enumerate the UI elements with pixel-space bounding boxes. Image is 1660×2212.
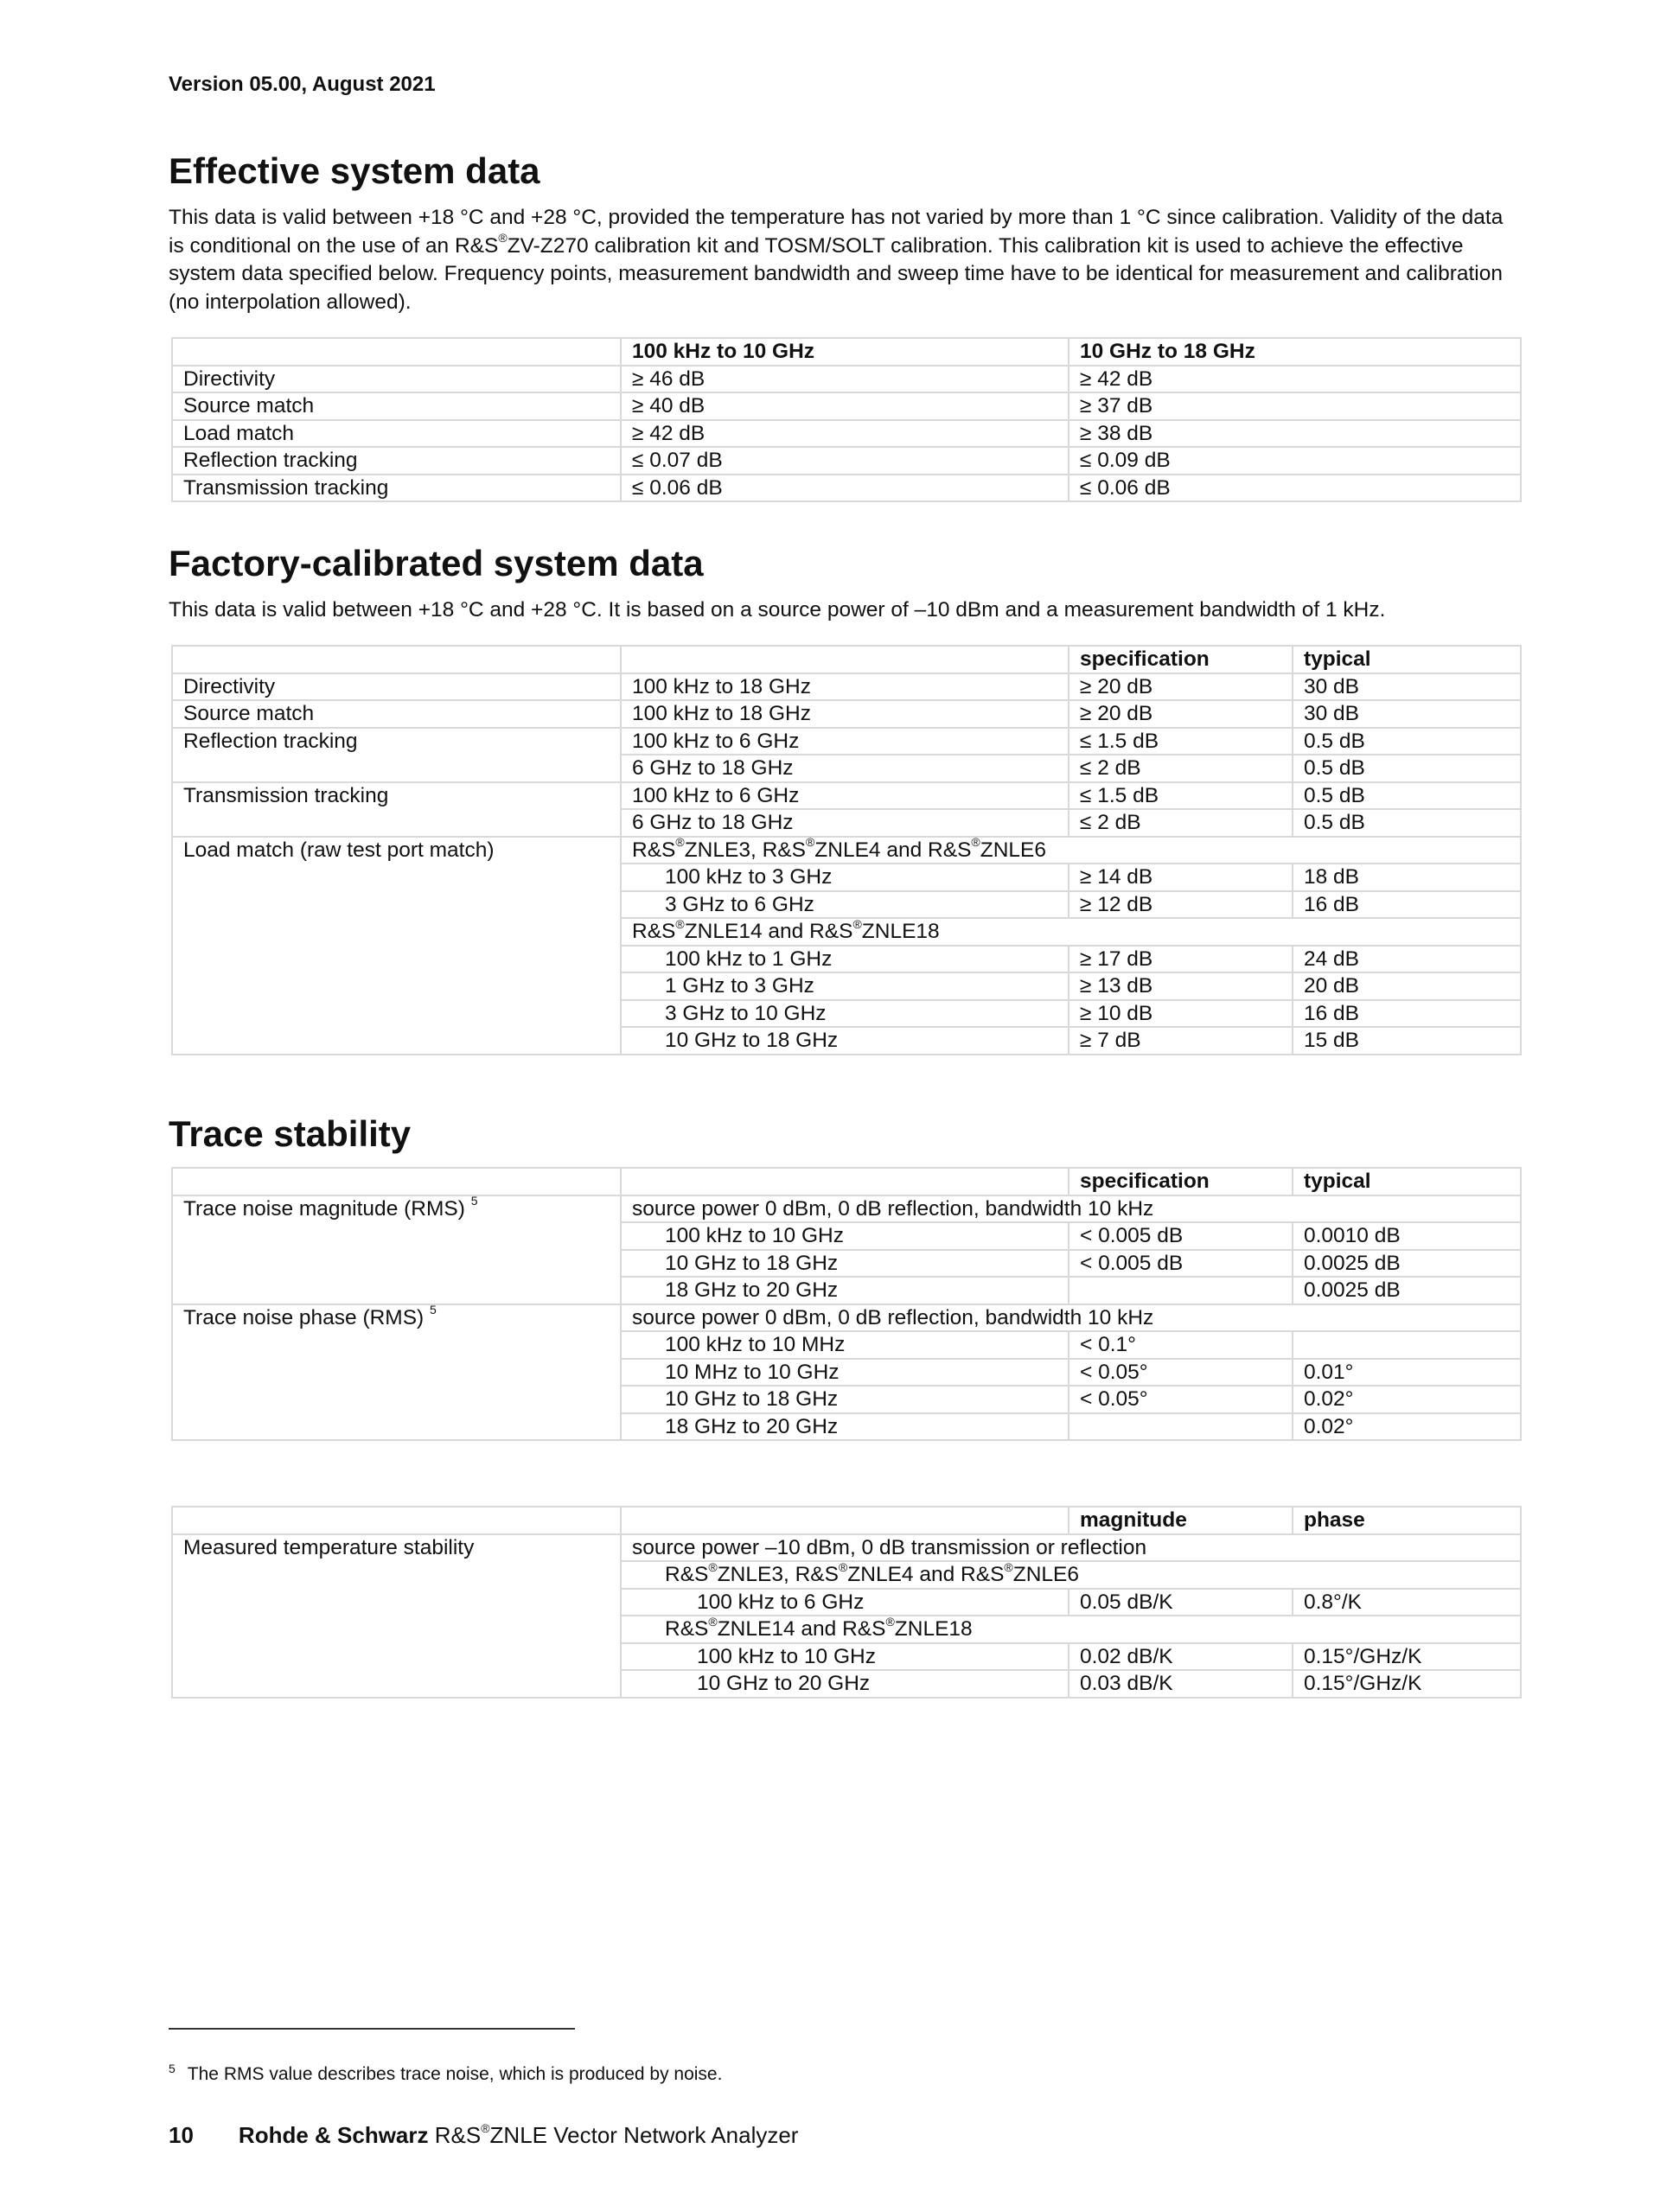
table-row: 18 GHz to 20 GHz 0.02° — [172, 1413, 1521, 1441]
trace-table — [171, 1167, 1522, 1441]
table-row: Trace noise magnitude (RMS) $^5$ source power 0 dBm, 0 dB reflection, bandwidth 10 kHz — [172, 1195, 1521, 1223]
model-group-label: R&S®ZNLE14 and R&S®ZNLE18 — [621, 1616, 1521, 1643]
table-row: Reflection tracking ≤ 0.07 dB ≤ 0.09 dB — [172, 447, 1521, 475]
table-row: 10 GHz to 20 GHz 0.03 dB/K 0.15°/GHz/K — [172, 1670, 1521, 1698]
header-cell: specification — [1069, 646, 1293, 673]
effective-table — [171, 337, 1522, 502]
table-row: 10 GHz to 18 GHz ≥ 7 dB 15 dB — [172, 1027, 1521, 1055]
table-row: 3 GHz to 10 GHz ≥ 10 dB 16 dB — [172, 1000, 1521, 1028]
table-row: Transmission tracking 100 kHz to 6 GHz ≤ 1.5 dB 0.5 dB — [172, 782, 1521, 810]
table-row: 6 GHz to 18 GHz ≤ 2 dB 0.5 dB — [172, 809, 1521, 837]
footnote-ref: 5 — [470, 1194, 478, 1208]
header-cell: phase — [1293, 1507, 1521, 1534]
table-row: 18 GHz to 20 GHz 0.0025 dB — [172, 1277, 1521, 1304]
table-row: 100 kHz to 1 GHz ≥ 17 dB 24 dB — [172, 946, 1521, 973]
table-header-row — [172, 338, 1521, 366]
table-header-row — [172, 646, 1521, 673]
table-row: Transmission tracking ≤ 0.06 dB ≤ 0.06 dB — [172, 475, 1521, 502]
factory-title: Factory-calibrated system data — [169, 543, 704, 583]
header-cell: 100 kHz to 10 GHz — [621, 338, 1069, 366]
effective-title: Effective system data — [169, 150, 540, 191]
table-row: 6 GHz to 18 GHz ≤ 2 dB 0.5 dB — [172, 755, 1521, 782]
table-row: Source match ≥ 40 dB ≥ 37 dB — [172, 392, 1521, 420]
factory-table — [171, 645, 1522, 1055]
footnote-number: 5 — [169, 2062, 176, 2075]
header-cell: magnitude — [1069, 1507, 1293, 1534]
header-cell — [172, 338, 621, 366]
factory-intro: This data is valid between +18 °C and +28 °C. It is based on a source power of –10 dBm and a measurement bandwidth of 1 kHz. — [169, 598, 1386, 622]
model-group-label: R&S®ZNLE14 and R&S®ZNLE18 — [621, 918, 1521, 946]
table-row: 10 GHz to 18 GHz < 0.05° 0.02° — [172, 1386, 1521, 1413]
footnote-ref: 5 — [430, 1303, 437, 1317]
table-row: 10 GHz to 18 GHz < 0.005 dB 0.0025 dB — [172, 1250, 1521, 1278]
header-cell: typical — [1293, 1168, 1521, 1195]
header-cell: specification — [1069, 1168, 1293, 1195]
table-row: 1 GHz to 3 GHz ≥ 13 dB 20 dB — [172, 972, 1521, 1000]
header-cell: 10 GHz to 18 GHz — [1069, 338, 1521, 366]
table-row: Directivity 100 kHz to 18 GHz ≥ 20 dB 30 dB — [172, 673, 1521, 701]
table-header-row — [172, 1507, 1521, 1534]
table-row: Reflection tracking 100 kHz to 6 GHz ≤ 1.5 dB 0.5 dB — [172, 728, 1521, 755]
table-header-row — [172, 1168, 1521, 1195]
table-row: 3 GHz to 6 GHz ≥ 12 dB 16 dB — [172, 891, 1521, 919]
page-number: 10 — [169, 2122, 194, 2148]
effective-intro: This data is valid between +18 °C and +28 °C, provided the temperature has not varied by more than 1 °C since calibration. Validity of the data is conditional on the use of an R&S®ZV-Z270 calibration kit and TOSM/SOLT calibration. This calibration kit is used to achieve the effective system data specified below. Frequency points, measurement bandwidth and sweep time have to be identical for measurement and calibration (no interpolation allowed). — [169, 206, 1504, 314]
table-row: Load match (raw test port match) R&S®ZNLE3, R&S®ZNLE4 and R&S®ZNLE6 — [172, 837, 1521, 864]
table-row: 100 kHz to 6 GHz 0.05 dB/K 0.8°/K — [172, 1589, 1521, 1616]
product-name: R&S®ZNLE Vector Network Analyzer — [434, 2121, 799, 2148]
temperature-table — [171, 1506, 1522, 1699]
table-row: Load match ≥ 42 dB ≥ 38 dB — [172, 420, 1521, 448]
table-row: 100 kHz to 10 GHz < 0.005 dB 0.0010 dB — [172, 1222, 1521, 1250]
table-row: 100 kHz to 10 GHz 0.02 dB/K 0.15°/GHz/K — [172, 1643, 1521, 1671]
footnote-divider — [169, 2028, 575, 2030]
table-row: 100 kHz to 3 GHz ≥ 14 dB 18 dB — [172, 864, 1521, 891]
model-group-label: R&S®ZNLE3, R&S®ZNLE4 and R&S®ZNLE6 — [621, 837, 1521, 864]
table-row: 10 MHz to 10 GHz < 0.05° 0.01° — [172, 1359, 1521, 1386]
trace-title: Trace stability — [169, 1113, 412, 1154]
footnote-text: The RMS value describes trace noise, which is produced by noise. — [187, 2064, 723, 2084]
company-name: Rohde & Schwarz — [238, 2122, 429, 2148]
model-group-label: R&S®ZNLE3, R&S®ZNLE4 and R&S®ZNLE6 — [621, 1561, 1521, 1589]
footnote — [169, 2064, 722, 2085]
table-row: Measured temperature stability source power –10 dBm, 0 dB transmission or reflection — [172, 1534, 1521, 1562]
table-row: 100 kHz to 10 MHz < 0.1° — [172, 1331, 1521, 1359]
header-cell: typical — [1293, 646, 1521, 673]
version-line: Version 05.00, August 2021 — [169, 73, 436, 96]
table-row: Trace noise phase (RMS) $^5$ source power 0 dBm, 0 dB reflection, bandwidth 10 kHz — [172, 1304, 1521, 1332]
page-footer — [169, 2122, 798, 2149]
table-row: Directivity ≥ 46 dB ≥ 42 dB — [172, 366, 1521, 393]
table-row: Source match 100 kHz to 18 GHz ≥ 20 dB 30 dB — [172, 700, 1521, 728]
